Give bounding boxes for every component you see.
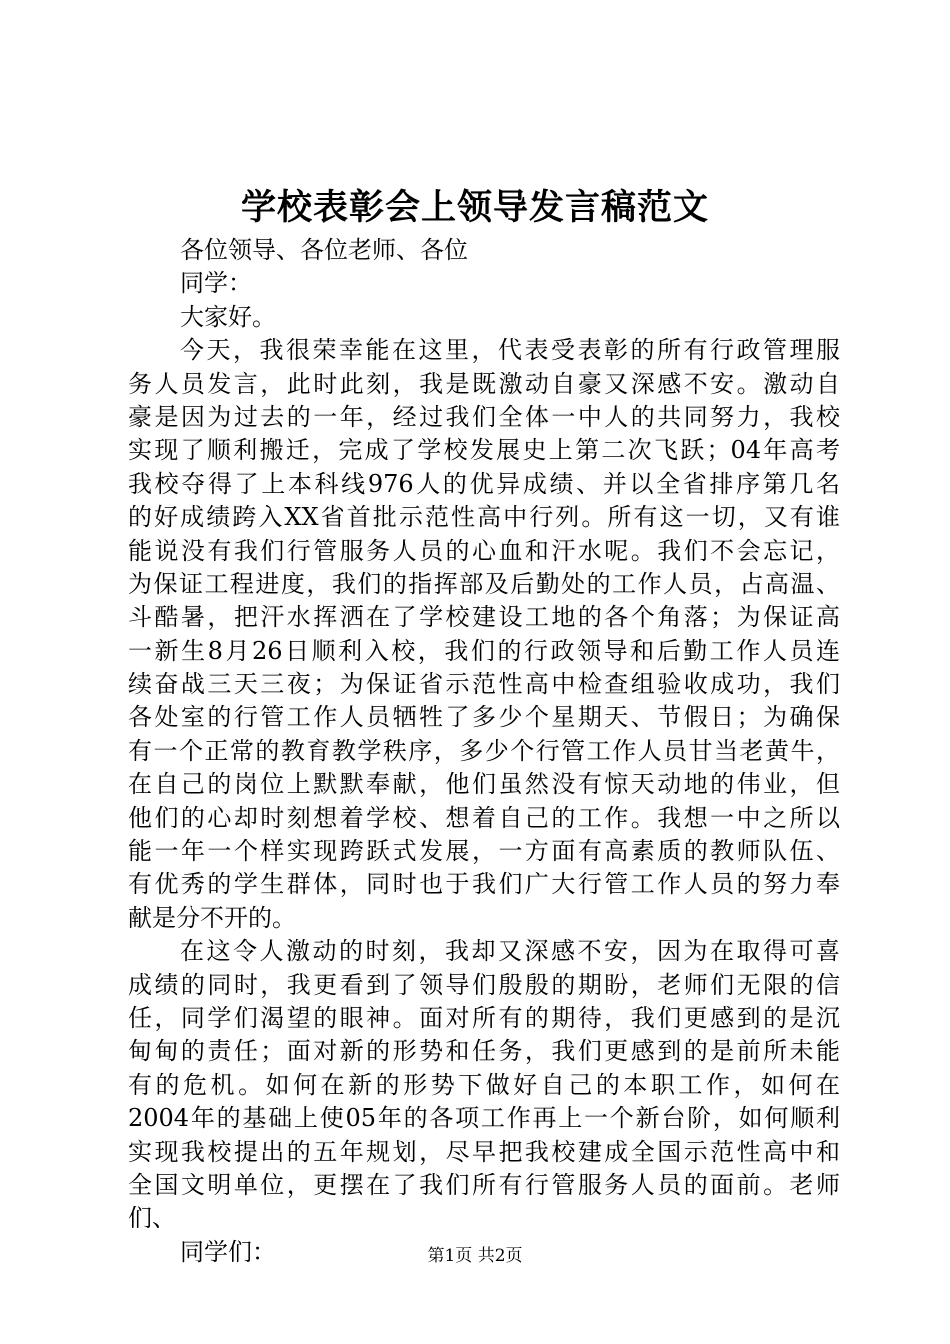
body-line: 们、 xyxy=(128,1204,176,1233)
body-line: 大家好。 xyxy=(180,302,276,331)
body-line: 续奋战三天三夜；为保证省示范性高中检查组验收成功，我们 xyxy=(128,670,840,699)
body-line: 今天，我很荣幸能在这里，代表受表彰的所有行政管理服 xyxy=(180,336,840,365)
body-line: 任，同学们渴望的眼神。面对所有的期待，我们更感到的是沉 xyxy=(128,1003,840,1032)
body-line: 全国文明单位，更摆在了我们所有行管服务人员的面前。老师 xyxy=(128,1170,840,1199)
body-line: 2004年的基础上使05年的各项工作再上一个新台阶，如何顺利 xyxy=(128,1104,840,1133)
body-line: 有的危机。如何在新的形势下做好自己的本职工作，如何在 xyxy=(128,1070,840,1099)
body-line: 实现我校提出的五年规划，尽早把我校建成全国示范性高中和 xyxy=(128,1137,840,1166)
body-line: 在自己的岗位上默默奉献，他们虽然没有惊天动地的伟业，但 xyxy=(128,770,840,799)
body-line: 他们的心却时刻想着学校、想着自己的工作。我想一中之所以 xyxy=(128,803,840,832)
document-body xyxy=(128,234,840,1269)
body-line: 各处室的行管工作人员牺牲了多少个星期天、节假日；为确保 xyxy=(128,703,840,732)
body-line: 一新生8月26日顺利入校，我们的行政领导和后勤工作人员连 xyxy=(128,636,840,665)
page-footer: 第1页 共2页 xyxy=(427,1246,523,1266)
body-line: 甸甸的责任；面对新的形势和任务，我们更感到的是前所未能 xyxy=(128,1037,840,1066)
body-line: 献是分不开的。 xyxy=(128,903,296,932)
body-line: 能说没有我们行管服务人员的心血和汗水呢。我们不会忘记， xyxy=(128,536,840,565)
body-line: 成绩的同时，我更看到了领导们殷殷的期盼，老师们无限的信 xyxy=(128,970,840,999)
body-line: 同学： xyxy=(180,269,252,298)
body-line: 我校夺得了上本科线976人的优异成绩、并以全省排序第几名 xyxy=(128,469,840,498)
body-line: 实现了顺利搬迁，完成了学校发展史上第二次飞跃；04年高考 xyxy=(128,436,840,465)
document-title: 学校表彰会上领导发言稿范文 xyxy=(240,187,709,228)
body-line: 斗酷暑，把汗水挥洒在了学校建设工地的各个角落；为保证高 xyxy=(128,603,840,632)
body-line: 能一年一个样实现跨跃式发展，一方面有高素质的教师队伍、 xyxy=(128,837,840,866)
body-line: 各位领导、各位老师、各位 xyxy=(180,236,468,264)
body-line: 务人员发言，此时此刻，我是既激动自豪又深感不安。激动自 xyxy=(128,369,840,398)
body-line: 同学们： xyxy=(180,1237,276,1266)
body-line: 为保证工程进度，我们的指挥部及后勤处的工作人员，占高温、 xyxy=(128,569,840,598)
body-line: 豪是因为过去的一年，经过我们全体一中人的共同努力，我校 xyxy=(128,402,840,431)
body-line: 有优秀的学生群体，同时也于我们广大行管工作人员的努力奉 xyxy=(128,870,840,899)
body-line: 的好成绩跨入XX省首批示范性高中行列。所有这一切，又有谁 xyxy=(128,503,840,532)
body-line: 有一个正常的教育教学秩序，多少个行管工作人员甘当老黄牛， xyxy=(128,736,840,765)
body-line: 在这令人激动的时刻，我却又深感不安，因为在取得可喜 xyxy=(180,937,840,966)
